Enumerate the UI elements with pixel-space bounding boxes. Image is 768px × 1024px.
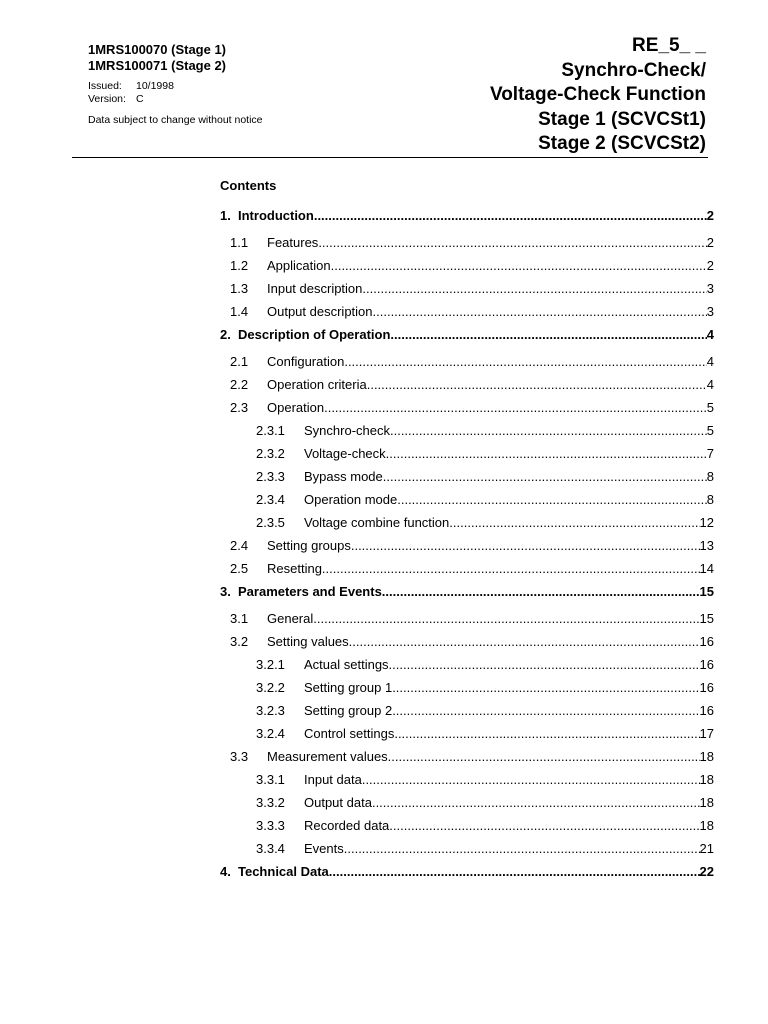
toc-entry[interactable] (220, 699, 714, 722)
toc-entry-title: Voltage combine function (304, 515, 450, 530)
toc-entry-title: Setting group 1 (304, 680, 393, 695)
toc-entry-title: Input description (267, 281, 363, 296)
change-notice: Data subject to change without notice (88, 114, 263, 126)
toc-leader-dots (329, 860, 700, 883)
toc-entry-number: 3.3.1 (256, 772, 285, 787)
toc-leader-dots (349, 630, 700, 653)
toc-entry-number: 3. (220, 584, 231, 599)
toc-entry-page: 22 (699, 864, 714, 879)
toc-entry[interactable] (220, 768, 714, 791)
toc-entry-number: 2.3.4 (256, 492, 285, 507)
toc-entry-number: 2. (220, 327, 231, 342)
toc-entry-title: Input data (304, 772, 362, 787)
toc-entry-title: General (267, 611, 314, 626)
toc-entry-title: Setting values (267, 634, 349, 649)
toc-entry-page: 8 (706, 492, 714, 507)
toc-entry[interactable] (220, 580, 714, 607)
toc-entry-title: Measurement values (267, 749, 388, 764)
toc-leader-dots (383, 465, 707, 488)
title-line: Voltage-Check Function (489, 84, 706, 105)
issued-value: 10/1998 (136, 80, 174, 92)
toc-entry-page: 13 (699, 538, 714, 553)
toc-entry-page: 16 (699, 680, 714, 695)
toc-entry[interactable] (220, 300, 714, 323)
toc-list (220, 204, 714, 887)
header-divider (72, 157, 708, 158)
toc-entry[interactable] (220, 277, 714, 300)
toc-entry-number: 1.3 (230, 281, 249, 296)
toc-entry-title: Output data (304, 795, 372, 810)
toc-entry[interactable] (220, 791, 714, 814)
toc-leader-dots (388, 745, 700, 768)
toc-entry-page: 5 (706, 423, 714, 438)
toc-entry[interactable] (220, 396, 714, 419)
toc-entry[interactable] (220, 323, 714, 350)
toc-entry-number: 3.2 (230, 634, 249, 649)
toc-entry[interactable] (220, 557, 714, 580)
toc-entry[interactable] (220, 254, 714, 277)
version-line (88, 93, 263, 106)
toc-entry-title: Configuration (267, 354, 345, 369)
toc-entry-number: 2.3.2 (256, 446, 285, 461)
toc-entry[interactable] (220, 653, 714, 676)
toc-entry-number: 2.3.5 (256, 515, 285, 530)
toc-leader-dots (313, 607, 699, 630)
toc-entry[interactable] (220, 676, 714, 699)
toc-entry-number: 1.2 (230, 258, 249, 273)
toc-leader-dots (392, 676, 699, 699)
toc-entry-page: 12 (699, 515, 714, 530)
toc-leader-dots (322, 557, 700, 580)
toc-entry-page: 16 (699, 657, 714, 672)
toc-entry-title: Application (267, 258, 331, 273)
toc-entry[interactable] (220, 607, 714, 630)
toc-entry-title: Output description (267, 304, 373, 319)
toc-entry-title: Operation mode (304, 492, 398, 507)
toc-entry-title: Features (267, 235, 319, 250)
toc-leader-dots (318, 231, 706, 254)
toc-entry-page: 15 (699, 584, 714, 599)
toc-entry-page: 8 (706, 469, 714, 484)
toc-entry-title: Parameters and Events (238, 584, 382, 599)
toc-leader-dots (344, 837, 700, 860)
toc-entry-page: 18 (699, 749, 714, 764)
toc-entry-page: 3 (706, 281, 714, 296)
toc-entry[interactable] (220, 511, 714, 534)
toc-leader-dots (344, 350, 706, 373)
toc-leader-dots (382, 580, 700, 603)
toc-entry-number: 2.2 (230, 377, 249, 392)
version-value: C (136, 93, 144, 105)
document-code-stage-2: 1MRS100071 (Stage 2) (88, 58, 227, 73)
toc-entry-page: 2 (706, 208, 714, 223)
issued-label: Issued: (88, 80, 122, 92)
toc-entry-title: Synchro-check (304, 423, 390, 438)
toc-entry-number: 3.2.1 (256, 657, 285, 672)
toc-entry[interactable] (220, 630, 714, 653)
toc-entry[interactable] (220, 837, 714, 860)
toc-leader-dots (397, 488, 707, 511)
toc-entry-page: 16 (699, 703, 714, 718)
toc-entry[interactable] (220, 465, 714, 488)
toc-entry-number: 2.1 (230, 354, 249, 369)
toc-leader-dots (367, 373, 707, 396)
toc-entry-number: 3.3.3 (256, 818, 285, 833)
toc-leader-dots (392, 699, 699, 722)
document-identification (88, 42, 263, 126)
toc-entry-number: 2.4 (230, 538, 249, 553)
toc-entry-title: Operation (267, 400, 325, 415)
toc-leader-dots (449, 511, 699, 534)
title-line: Stage 1 (SCVCSt1) (538, 108, 706, 130)
toc-leader-dots (389, 653, 700, 676)
toc-entry-page: 7 (706, 446, 714, 461)
toc-entry-number: 2.3 (230, 400, 249, 415)
toc-entry-number: 3.2.3 (256, 703, 285, 718)
toc-entry[interactable] (220, 442, 714, 465)
toc-leader-dots (372, 791, 700, 814)
toc-entry-page: 3 (706, 304, 714, 319)
toc-leader-dots (390, 419, 707, 442)
toc-entry-page: 5 (706, 400, 714, 415)
toc-entry-number: 4. (220, 864, 231, 879)
toc-entry[interactable] (220, 534, 714, 557)
toc-entry-number: 1.4 (230, 304, 249, 319)
toc-entry-page: 4 (706, 354, 714, 369)
toc-leader-dots (351, 534, 700, 557)
toc-entry-page: 4 (706, 377, 714, 392)
toc-entry-title: Actual settings (304, 657, 389, 672)
toc-entry-page: 15 (699, 611, 714, 626)
toc-leader-dots (373, 300, 707, 323)
toc-entry-title: Introduction (238, 208, 314, 223)
document-code-stage-1: 1MRS100070 (Stage 1) (88, 42, 227, 57)
toc-entry-title: Setting groups (267, 538, 351, 553)
toc-entry-page: 2 (706, 235, 714, 250)
toc-entry-number: 1.1 (230, 235, 249, 250)
toc-entry-number: 3.3.4 (256, 841, 285, 856)
toc-entry-page: 4 (706, 327, 714, 342)
toc-entry[interactable] (220, 860, 714, 887)
toc-entry-title: Setting group 2 (304, 703, 393, 718)
toc-entry[interactable] (220, 204, 714, 231)
toc-entry-number: 3.2.4 (256, 726, 285, 741)
toc-entry-title: Bypass mode (304, 469, 383, 484)
toc-entry[interactable] (220, 373, 714, 396)
toc-entry-title: Recorded data (304, 818, 390, 833)
toc-entry-number: 3.1 (230, 611, 249, 626)
toc-entry-number: 2.3.3 (256, 469, 285, 484)
toc-entry[interactable] (220, 419, 714, 442)
title-line: RE_5_ _ (632, 35, 706, 56)
toc-entry[interactable] (220, 488, 714, 511)
toc-leader-dots (324, 396, 707, 419)
toc-entry[interactable] (220, 231, 714, 254)
toc-entry-title: Description of Operation (238, 327, 391, 342)
toc-entry-number: 2.3.1 (256, 423, 285, 438)
toc-leader-dots (331, 254, 707, 277)
toc-entry-number: 3.3.2 (256, 795, 285, 810)
title-line: Synchro-Check/ (561, 59, 706, 81)
toc-entry-page: 16 (699, 634, 714, 649)
document-title (490, 34, 706, 157)
toc-entry-page: 14 (699, 561, 714, 576)
toc-entry-page: 2 (706, 258, 714, 273)
toc-entry[interactable] (220, 350, 714, 373)
toc-entry[interactable] (220, 745, 714, 768)
toc-leader-dots (362, 768, 700, 791)
toc-entry[interactable] (220, 814, 714, 837)
toc-leader-dots (394, 722, 699, 745)
toc-leader-dots (314, 204, 707, 227)
toc-entry-title: Operation criteria (267, 377, 367, 392)
toc-leader-dots (389, 814, 699, 837)
title-line: Stage 2 (SCVCSt2) (538, 133, 706, 154)
toc-entry-page: 18 (699, 795, 714, 810)
toc-entry-page: 18 (699, 772, 714, 787)
contents-heading: Contents (220, 178, 277, 193)
toc-entry[interactable] (220, 722, 714, 745)
toc-entry-number: 3.2.2 (256, 680, 285, 695)
toc-entry-number: 1. (220, 208, 231, 223)
toc-entry-page: 17 (699, 726, 714, 741)
toc-leader-dots (390, 323, 706, 346)
toc-leader-dots (386, 442, 707, 465)
toc-entry-title: Control settings (304, 726, 395, 741)
toc-entry-number: 3.3 (230, 749, 249, 764)
toc-entry-page: 18 (699, 818, 714, 833)
toc-entry-title: Events (304, 841, 344, 856)
table-of-contents (220, 176, 714, 887)
toc-entry-title: Voltage-check (304, 446, 386, 461)
issued-line (88, 80, 263, 93)
toc-entry-number: 2.5 (230, 561, 249, 576)
toc-leader-dots (362, 277, 706, 300)
version-label: Version: (88, 93, 126, 105)
toc-entry-page: 21 (699, 841, 714, 856)
toc-entry-title: Resetting (267, 561, 322, 576)
toc-entry-title: Technical Data (238, 864, 329, 879)
